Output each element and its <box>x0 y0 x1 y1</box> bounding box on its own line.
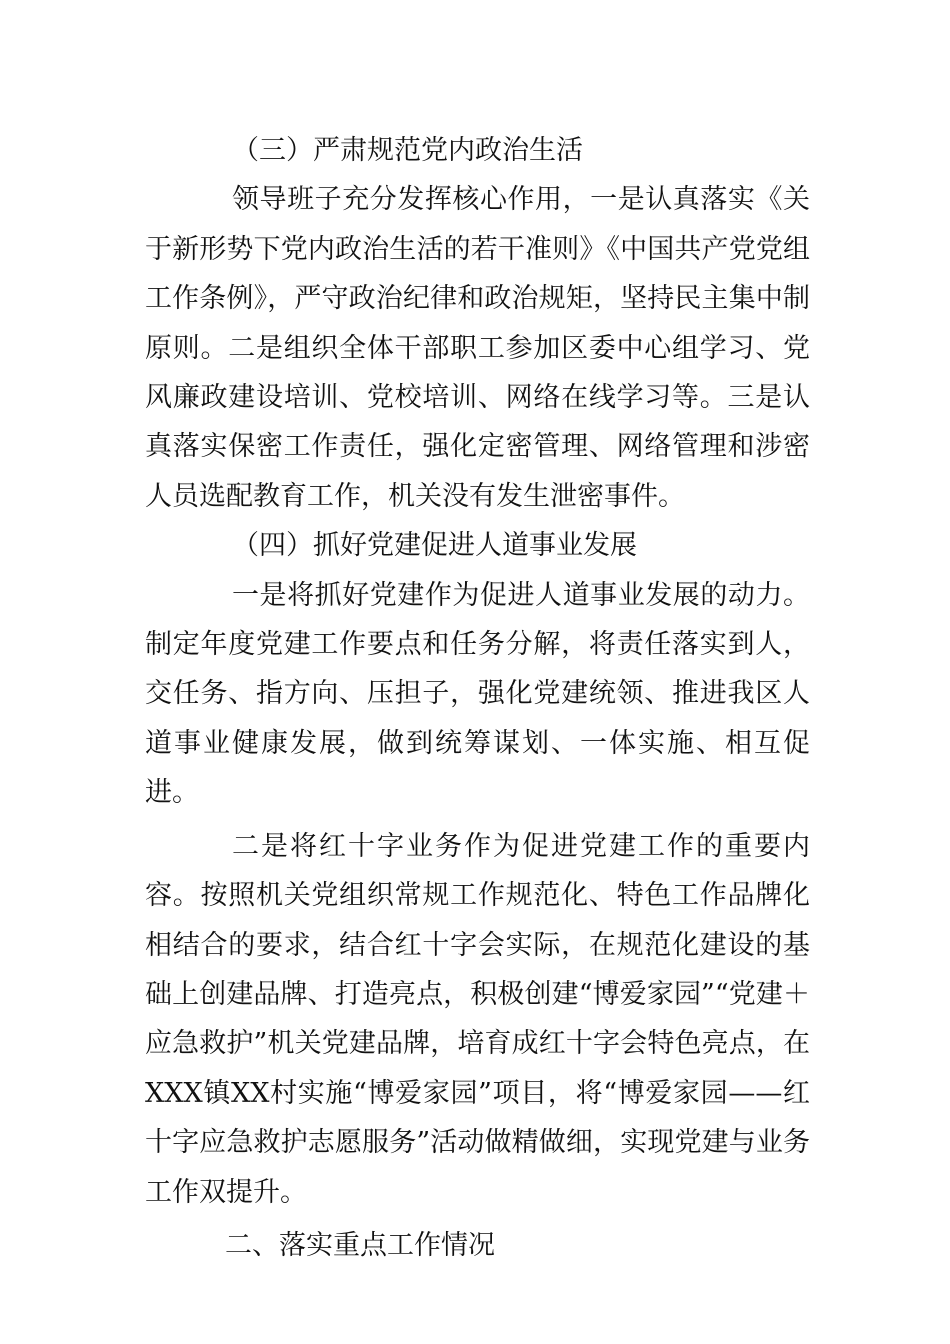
subheading-3: （三）严肃规范党内政治生活 <box>232 135 583 166</box>
section-heading-2: 二、落实重点工作情况 <box>225 1229 495 1261</box>
paragraph-political-life: 领导班子充分发挥核心作用，一是认真落实《关于新形势下党内政治生活的若干准则》《中国共产党党组工作条例》，严守政治纪律和政治规矩，坚持民主集中制原则。二是组织全体干部职工参加区委中心组学习、党风廉政建设培训、党校培训、网络在线学习等。三是认真落实保密工作责任，强化定密管理、网络管理和涉密人员选配教育工作，机关没有发生泄密事件。 <box>145 184 810 512</box>
paragraph-party-building-1: 一是将抓好党建作为促进人道事业发展的动力。制定年度党建工作要点和任务分解，将责任落实到人，交任务、指方向、压担子，强化党建统领、推进我区人道事业健康发展，做到统筹谋划、一体实施、相互促进。 <box>145 579 810 809</box>
paragraph-party-building-2: 二是将红十字业务作为促进党建工作的重要内容。按照机关党组织常规工作规范化、特色工作品牌化相结合的要求，结合红十字会实际，在规范化建设的基础上创建品牌、打造亮点，积极创建“博爱家园”“党建＋应急救护”机关党建品牌，培育成红十字会特色亮点，在XXX镇XX村实施“博爱家园”项目，将“博爱家园——红十字应急救护志愿服务”活动做精做细，实现党建与业务工作双提升。 <box>145 830 810 1208</box>
subheading-4: （四）抓好党建促进人道事业发展 <box>232 530 637 562</box>
document-body <box>145 126 810 1270</box>
